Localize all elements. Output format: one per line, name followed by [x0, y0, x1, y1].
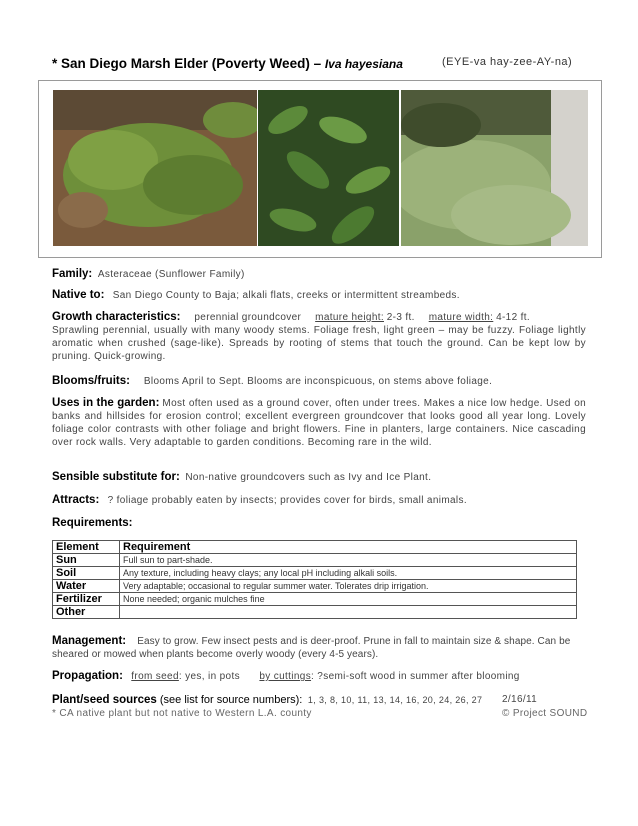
source-numbers: 1, 3, 8, 10, 11, 13, 14, 16, 20, 24, 26, 27 [307, 695, 483, 705]
row-element: Sun [53, 554, 120, 567]
attracts-value: ? foliage probably eaten by insects; provides cover for birds, small animals. [107, 495, 467, 506]
row-element: Water [53, 580, 120, 593]
requirements-label: Requirements: [52, 517, 133, 529]
footer-row [52, 708, 586, 719]
table-row [53, 567, 577, 580]
copyright: © Project SOUND [502, 708, 588, 719]
propagation-section [52, 670, 586, 683]
family-label: Family: [52, 268, 93, 280]
row-requirement: Full sun to part-shade. [120, 554, 577, 567]
table-row [53, 580, 577, 593]
latin-name: Iva hayesiana [324, 57, 403, 71]
column-header-requirement: Requirement [120, 541, 577, 554]
substitute-value: Non-native groundcovers such as Ivy and Ice Plant. [185, 472, 432, 483]
row-element: Other [53, 606, 120, 619]
sources-label: Plant/seed sources [52, 694, 157, 706]
sources-note: (see list for source numbers): [156, 694, 303, 706]
row-element: Soil [53, 567, 120, 580]
sources-row [52, 694, 586, 706]
requirements-heading [52, 517, 586, 530]
cuttings-value: : ?semi-soft wood in summer after blooming [311, 671, 520, 682]
table-header-row [53, 541, 577, 554]
management-value: Easy to grow. Few insect pests and is deer-proof. Prune in fall to maintain size & shape. Can be sheared or mowed when plants become overly woody (every 4-5 years). [52, 636, 571, 660]
growth-section [52, 311, 586, 363]
management-section [52, 635, 586, 661]
photo-strip [38, 80, 602, 258]
garden-path-photo-icon [401, 90, 588, 246]
growth-label: Growth characteristics: [52, 311, 181, 323]
height-label: mature height: [315, 312, 384, 323]
blooms-value: Blooms April to Sept. Blooms are inconspicuous, on stems above foliage. [143, 376, 493, 387]
native-section [52, 289, 586, 302]
attracts-section [52, 494, 586, 507]
growth-description: Sprawling perennial, usually with many woody stems. Foliage fresh, light green – may be fuzzy. Foliage lightly aromatic when crushed (sage-like). Spreads by rooting of stems that touch the ground. Can be kept low by pruning. Quick-growing. [52, 325, 586, 362]
seed-label: from seed [131, 671, 179, 682]
row-requirement: Any texture, including heavy clays; any local pH including alkali soils. [120, 567, 577, 580]
uses-label: Uses in the garden: [52, 397, 160, 409]
height-value: 2-3 ft. [386, 312, 415, 323]
requirements-table [52, 540, 577, 619]
uses-value: Most often used as a ground cover, often under trees. Makes a nice low hedge. Used on banks and hillsides for erosion control; excellent evergreen groundcover that looks good all year long. Lovely foliage color contrasts with other foliage and bright flowers. Fine in planters, large containers. Nice cascading over rock walls. Very adaptable to garden conditions. Becoming rare in the wild. [52, 398, 587, 448]
native-value: San Diego County to Baja; alkali flats, creeks or intermittent streambeds. [112, 290, 460, 301]
family-value: Asteraceae (Sunflower Family) [97, 269, 245, 280]
uses-section [52, 397, 586, 449]
width-label: mature width: [428, 312, 494, 323]
footnote: * CA native plant but not native to Western L.A. county [52, 708, 312, 719]
table-row [53, 593, 577, 606]
row-requirement: Very adaptable; occasional to regular summer water. Tolerates drip irrigation. [120, 580, 577, 593]
native-label: Native to: [52, 289, 105, 301]
growth-type: perennial groundcover [194, 312, 302, 323]
row-requirement: None needed; organic mulches fine [120, 593, 577, 606]
substitute-section [52, 471, 586, 484]
management-label: Management: [52, 635, 127, 647]
blooms-section [52, 375, 586, 388]
table-row [53, 606, 577, 619]
pronunciation: (EYE-va hay-zee-AY-na) [442, 56, 573, 68]
width-value: 4-12 ft. [496, 312, 530, 323]
groundcover-photo-icon [53, 90, 257, 246]
column-header-element: Element [53, 541, 120, 554]
attracts-label: Attracts: [52, 494, 100, 506]
row-element: Fertilizer [53, 593, 120, 606]
seed-value: : yes, in pots [178, 671, 240, 682]
sheet-date: 2/16/11 [502, 694, 538, 705]
substitute-label: Sensible substitute for: [52, 471, 180, 483]
family-section [52, 268, 586, 281]
blooms-label: Blooms/fruits: [52, 375, 130, 387]
table-row [53, 554, 577, 567]
page-title: * San Diego Marsh Elder (Poverty Weed) – Iva hayesiana [52, 56, 403, 71]
foliage-closeup-photo-icon [258, 90, 399, 246]
row-requirement [120, 606, 577, 619]
propagation-label: Propagation: [52, 670, 123, 682]
title-row [52, 55, 586, 71]
cuttings-label: by cuttings [259, 671, 312, 682]
